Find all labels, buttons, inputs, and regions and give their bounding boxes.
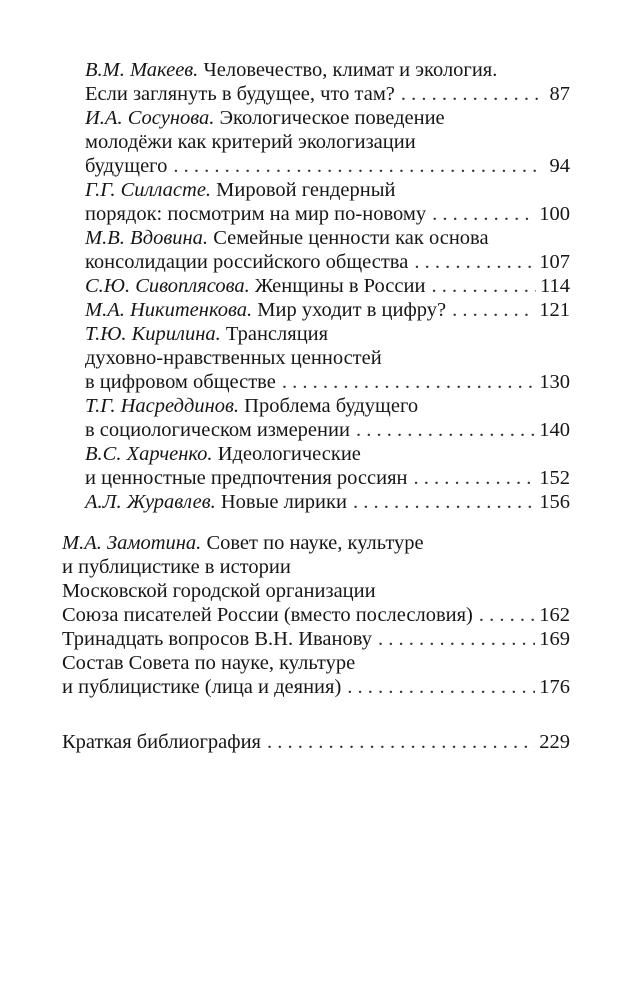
entry-title-line: Мировой гендерный: [216, 179, 396, 201]
toc-entry[interactable]: [85, 442, 570, 490]
entry-author: М.А. Никитенкова.: [85, 299, 253, 321]
dot-leader: [414, 466, 536, 490]
toc-entry[interactable]: [85, 394, 570, 442]
entry-page-number: 152: [539, 467, 570, 489]
entry-title-line: Трансляция: [225, 323, 329, 345]
dot-leader: [282, 370, 535, 394]
toc-entry[interactable]: [62, 627, 570, 651]
entry-title-line: Экологическое поведение: [219, 107, 445, 129]
entry-page-number: 107: [539, 251, 570, 273]
toc-group-authors: [62, 58, 570, 514]
dot-leader: [452, 298, 535, 322]
toc-group-afterword: [62, 531, 570, 699]
toc-entry[interactable]: [85, 490, 570, 514]
toc-entry[interactable]: [85, 322, 570, 394]
toc-entry[interactable]: [85, 226, 570, 274]
entry-title-line: и публицистике (лица и деяния): [62, 676, 342, 698]
entry-author: А.Л. Журавлев.: [85, 491, 216, 513]
entry-author: М.В. Вдовина.: [85, 227, 209, 249]
entry-page-number: 94: [549, 155, 570, 177]
dot-leader: [353, 490, 535, 514]
entry-title-line: молодёжи как критерий экологизации: [85, 131, 416, 153]
entry-page-number: 176: [539, 676, 570, 698]
toc-entry[interactable]: [85, 58, 570, 106]
toc-entry[interactable]: [62, 730, 570, 754]
entry-title-line: в цифровом обществе: [85, 371, 276, 393]
entry-page-number: 121: [539, 299, 570, 321]
dot-leader: [414, 250, 535, 274]
entry-page-number: 162: [539, 604, 570, 626]
entry-title-line: Совет по науке, культуре: [206, 532, 424, 554]
entry-title-line: Московской городской организации: [62, 580, 376, 602]
dot-leader: [267, 730, 535, 754]
dot-leader: [479, 603, 535, 627]
entry-author: М.А. Замотина.: [62, 532, 202, 554]
entry-title-line: Семейные ценности как основа: [213, 227, 489, 249]
toc-entry[interactable]: [85, 106, 570, 178]
toc-group-bibliography: [62, 730, 570, 754]
dot-leader: [431, 274, 536, 298]
entry-page-number: 140: [539, 419, 570, 441]
entry-page-number: 100: [539, 203, 570, 225]
entry-title-line: Проблема будущего: [244, 395, 419, 417]
entry-author: Г.Г. Силласте.: [85, 179, 212, 201]
entry-title-line: и ценностные предпочтения россиян: [85, 467, 408, 489]
entry-title-line: Женщины в России: [254, 275, 426, 297]
dot-leader: [378, 627, 535, 651]
entry-page-number: 169: [539, 628, 570, 650]
entry-page-number: 130: [539, 371, 570, 393]
dot-leader: [356, 418, 535, 442]
entry-author: Т.Ю. Кирилина.: [85, 323, 221, 345]
entry-author: И.А. Сосунова.: [85, 107, 215, 129]
entry-title-line: духовно-нравственных ценностей: [85, 347, 382, 369]
toc-entry[interactable]: [85, 178, 570, 226]
entry-title-line: Краткая библиография: [62, 731, 261, 753]
dot-leader: [173, 154, 538, 178]
entry-title-line: Человечество, климат и экология.: [203, 59, 498, 81]
entry-page-number: 87: [549, 83, 570, 105]
entry-title-line: Тринадцать вопросов В.Н. Иванову: [62, 628, 372, 650]
entry-title-line: Союза писателей России (вместо послесловия): [62, 604, 473, 626]
toc-entry[interactable]: [85, 274, 570, 298]
dot-leader: [432, 202, 535, 226]
entry-title-line: Идеологические: [217, 443, 361, 465]
entry-title-line: и публицистике в истории: [62, 556, 291, 578]
toc-entry[interactable]: [85, 298, 570, 322]
entry-author: С.Ю. Сивоплясова.: [85, 275, 250, 297]
dot-leader: [347, 675, 535, 699]
dot-leader: [401, 82, 538, 106]
entry-page-number: 229: [539, 731, 570, 753]
entry-page-number: 156: [539, 491, 570, 513]
entry-author: Т.Г. Насреддинов.: [85, 395, 240, 417]
entry-title-line: порядок: посмотрим на мир по-новому: [85, 203, 427, 225]
entry-author: В.М. Макеев.: [85, 59, 199, 81]
entry-page-number: 114: [540, 275, 570, 297]
entry-title-line: Состав Совета по науке, культуре: [62, 652, 356, 674]
entry-title-line: консолидации российского общества: [85, 251, 409, 273]
entry-title-line: в социологическом измерении: [85, 419, 350, 441]
entry-title-line: будущего: [85, 155, 168, 177]
entry-title-line: Мир уходит в цифру?: [257, 299, 447, 321]
table-of-contents: [62, 58, 570, 754]
entry-title-line: Новые лирики: [220, 491, 347, 513]
entry-author: В.С. Харченко.: [85, 443, 213, 465]
entry-title-line: Если заглянуть в будущее, что там?: [85, 83, 395, 105]
toc-entry[interactable]: [62, 651, 570, 699]
toc-entry[interactable]: [62, 531, 570, 627]
